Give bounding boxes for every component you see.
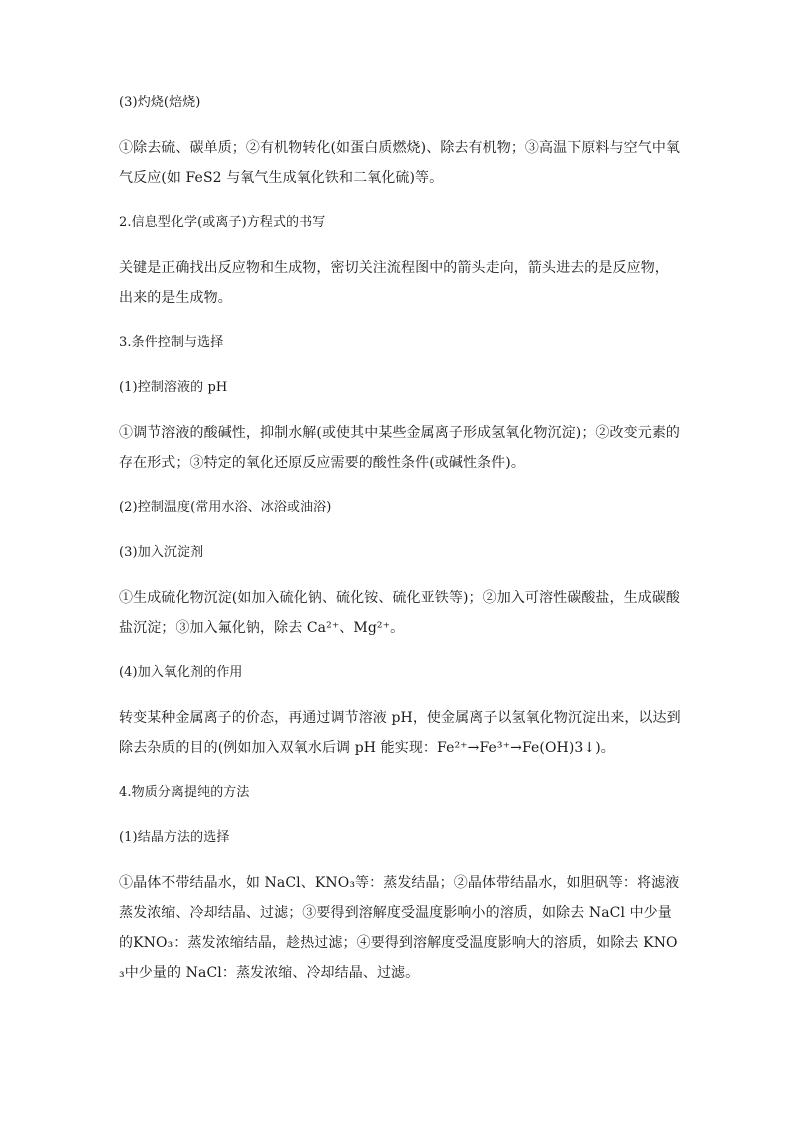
heading-roasting: (3)灼烧(焙烧) xyxy=(119,95,201,110)
paragraph-control-ph: ①调节溶液的酸碱性，抑制水解(或使其中某些金属离子形成氢氧化物沉淀)；②改变元素的存在形式；③特定的氧化还原反应需要的酸性条件(或碱性条件)。 xyxy=(119,425,681,471)
paragraph-oxidant: 转变某种金属离子的价态，再通过调节溶液 pH，使金属离子以氢氧化物沉淀出来，以达到除去杂质的目的(例如加入双氧水后调 pH 能实现：Fe²⁺→Fe³⁺→Fe(OH)3↓)。 xyxy=(119,710,681,756)
paragraph-roasting-purposes: ①除去硫、碳单质；②有机物转化(如蛋白质燃烧)、除去有机物；③高温下原料与空气中氧气反应(如 FeS2 与氧气生成氧化铁和二氧化硫)等。 xyxy=(119,140,681,186)
heading-crystallization: (1)结晶方法的选择 xyxy=(119,830,230,845)
heading-precipitant: (3)加入沉淀剂 xyxy=(119,545,204,560)
heading-condition-control: 3.条件控制与选择 xyxy=(119,335,224,350)
paragraph-crystallization: ①晶体不带结晶水，如 NaCl、KNO₃等：蒸发结晶；②晶体带结晶水，如胆矾等：将滤液蒸发浓缩、冷却结晶、过滤；③要得到溶解度受温度影响小的溶质，如除去 NaCl 中少量的KNO₃：蒸发浓缩结晶，趁热过滤；④要得到溶解度受温度影响大的溶质，如除去 KNO₃中少量的 NaCl：蒸发浓缩、冷却结晶、过滤。 xyxy=(119,875,680,981)
heading-control-ph: (1)控制溶液的 pH xyxy=(119,380,228,395)
document-page xyxy=(119,88,681,1003)
heading-equation-writing: 2.信息型化学(或离子)方程式的书写 xyxy=(119,215,326,230)
paragraph-equation-key: 关键是正确找出反应物和生成物，密切关注流程图中的箭头走向，箭头进去的是反应物，出来的是生成物。 xyxy=(119,260,669,306)
heading-separation-methods: 4.物质分离提纯的方法 xyxy=(119,785,250,800)
heading-oxidant: (4)加入氧化剂的作用 xyxy=(119,665,243,680)
paragraph-precipitant: ①生成硫化物沉淀(如加入硫化钠、硫化铵、硫化亚铁等)；②加入可溶性碳酸盐，生成碳酸盐沉淀；③加入氟化钠，除去 Ca²⁺、Mg²⁺。 xyxy=(119,590,681,636)
heading-control-temperature: (2)控制温度(常用水浴、冰浴或油浴) xyxy=(119,500,332,515)
